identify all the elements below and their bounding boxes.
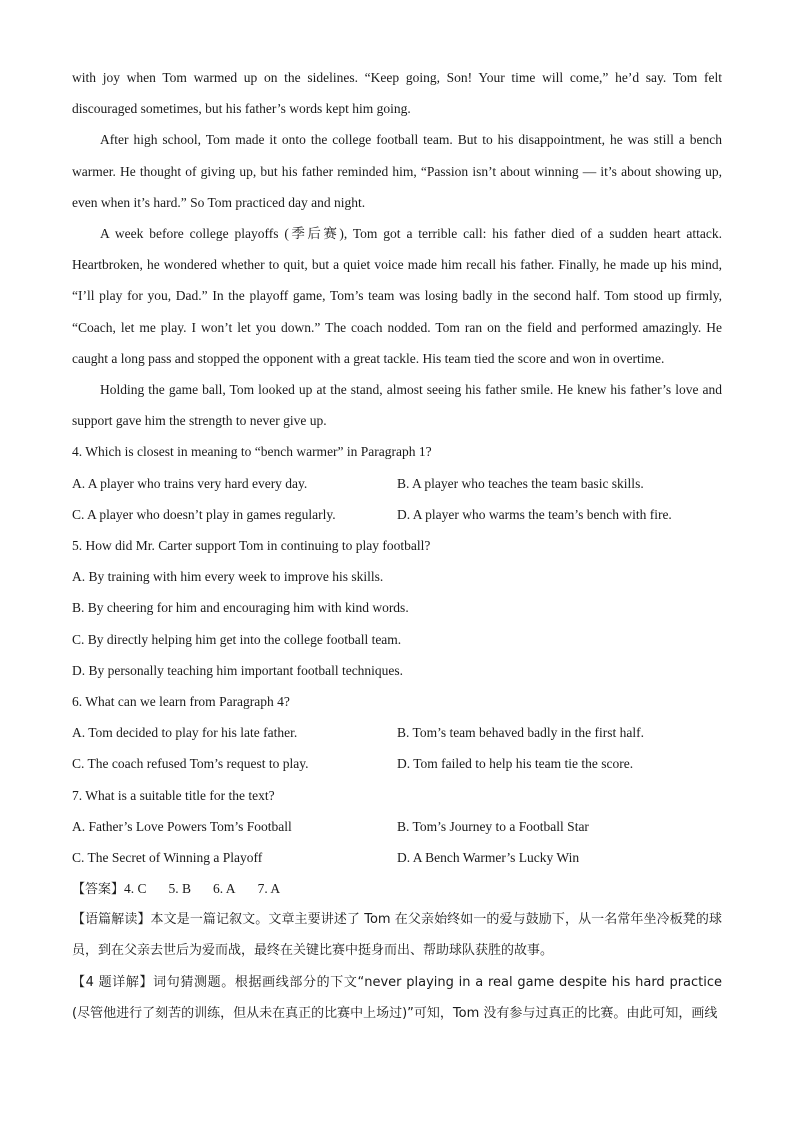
- document-page: [72, 62, 722, 1029]
- passage-paragraph-2: After high school, Tom made it onto the college football team. But to his disappointment, he was still a bench warmer. He thought of giving up, but his father reminded him, “Passion isn’t about winning — it’s about showing up, even when it’s hard.” So Tom practiced day and night.: [72, 132, 722, 210]
- passage-paragraph-4: Holding the game ball, Tom looked up at the stand, almost seeing his father smile. He knew his father’s love and support gave him the strength to never give up.: [72, 382, 722, 429]
- question-5-option-c: C. By directly helping him get into the college football team.: [72, 631, 402, 647]
- question-4-detail: [72, 967, 722, 1029]
- passage-paragraph-continued: with joy when Tom warmed up on the sidelines. “Keep going, Son! Your time will come,” he’d say. Tom felt discouraged sometimes, but his father’s words kept him going.: [72, 70, 722, 117]
- question-6-option-d: D. Tom failed to help his team tie the score.: [397, 756, 634, 772]
- question-4-detail-text: 词句猜测题。根据画线部分的下文“never playing in a real game despite his hard practice (尽管他进行了刻苦的训练，但从未在真正的比赛中上场过)”可知，Tom 没有参与过真正的比赛。由此可知，画线: [72, 974, 723, 1021]
- question-5-stem: 5. How did Mr. Carter support Tom in continuing to play football?: [72, 538, 431, 553]
- answer-item: 6. A: [213, 881, 236, 897]
- question-7-option-a: A. Father’s Love Powers Tom’s Football: [72, 818, 292, 834]
- question-6-option-a: A. Tom decided to play for his late father.: [72, 725, 298, 741]
- question-4-option-a: A. A player who trains very hard every day.: [72, 475, 308, 491]
- answer-key: [72, 873, 722, 904]
- answer-item: 4. C: [124, 881, 147, 897]
- question-6-options-row-1: [72, 717, 722, 748]
- question-7-stem: 7. What is a suitable title for the text?: [72, 787, 275, 803]
- question-5-option-d: D. By personally teaching him important football techniques.: [72, 662, 404, 678]
- question-7-option-c: C. The Secret of Winning a Playoff: [72, 849, 263, 865]
- question-6-stem: 6. What can we learn from Paragraph 4?: [72, 693, 290, 709]
- passage-paragraph-3: A week before college playoffs (季后赛), Tom got a terrible call: his father died of a sudden heart attack. Heartbroken, he wondered whether to quit, but a quiet voice made him recall his father. Finally, he made up his mind, “I’ll play for you, Dad.” In the playoff game, Tom’s team was losing badly in the second half. Tom stood up firmly, “Coach, let me play. I won’t let you down.” The coach nodded. Tom ran on the field and performed amazingly. He caught a long pass and stopped the opponent with a great tackle. His team tied the score and won in overtime.: [72, 226, 722, 366]
- question-5-option-b: B. By cheering for him and encouraging him with kind words.: [72, 600, 409, 616]
- passage-analysis-text: 本文是一篇记叙文。文章主要讲述了 Tom 在父亲始终如一的爱与鼓励下，从一名常年坐冷板凳的球员，到在父亲去世后为爱而战，最终在关键比赛中挺身而出、帮助球队获胜的故事。: [72, 912, 722, 959]
- passage-analysis-label: 【语篇解读】: [72, 912, 151, 928]
- question-4-options-row-1: [72, 468, 722, 499]
- question-4-options-row-2: [72, 499, 722, 530]
- question-7-option-d: D. A Bench Warmer’s Lucky Win: [397, 849, 580, 865]
- passage-analysis: [72, 904, 722, 966]
- question-4-option-b: B. A player who teaches the team basic skills.: [397, 475, 644, 491]
- question-4-detail-label: 【4 题详解】: [72, 974, 154, 990]
- question-4-option-d: D. A player who warms the team’s bench with fire.: [397, 506, 672, 522]
- question-5-option-a: A. By training with him every week to improve his skills.: [72, 569, 384, 585]
- question-7-option-b: B. Tom’s Journey to a Football Star: [397, 818, 589, 834]
- question-7-options-row-1: [72, 811, 722, 842]
- question-6-option-b: B. Tom’s team behaved badly in the first half.: [397, 725, 645, 741]
- answer-key-label: 【答案】: [72, 882, 125, 898]
- question-6-option-c: C. The coach refused Tom’s request to play.: [72, 756, 309, 772]
- answer-item: 5. B: [168, 881, 192, 897]
- answer-item: 7. A: [257, 881, 281, 897]
- question-7-options-row-2: [72, 842, 722, 873]
- question-4-stem: 4. Which is closest in meaning to “bench warmer” in Paragraph 1?: [72, 444, 432, 460]
- question-4-option-c: C. A player who doesn’t play in games regularly.: [72, 506, 336, 522]
- question-6-options-row-2: [72, 748, 722, 779]
